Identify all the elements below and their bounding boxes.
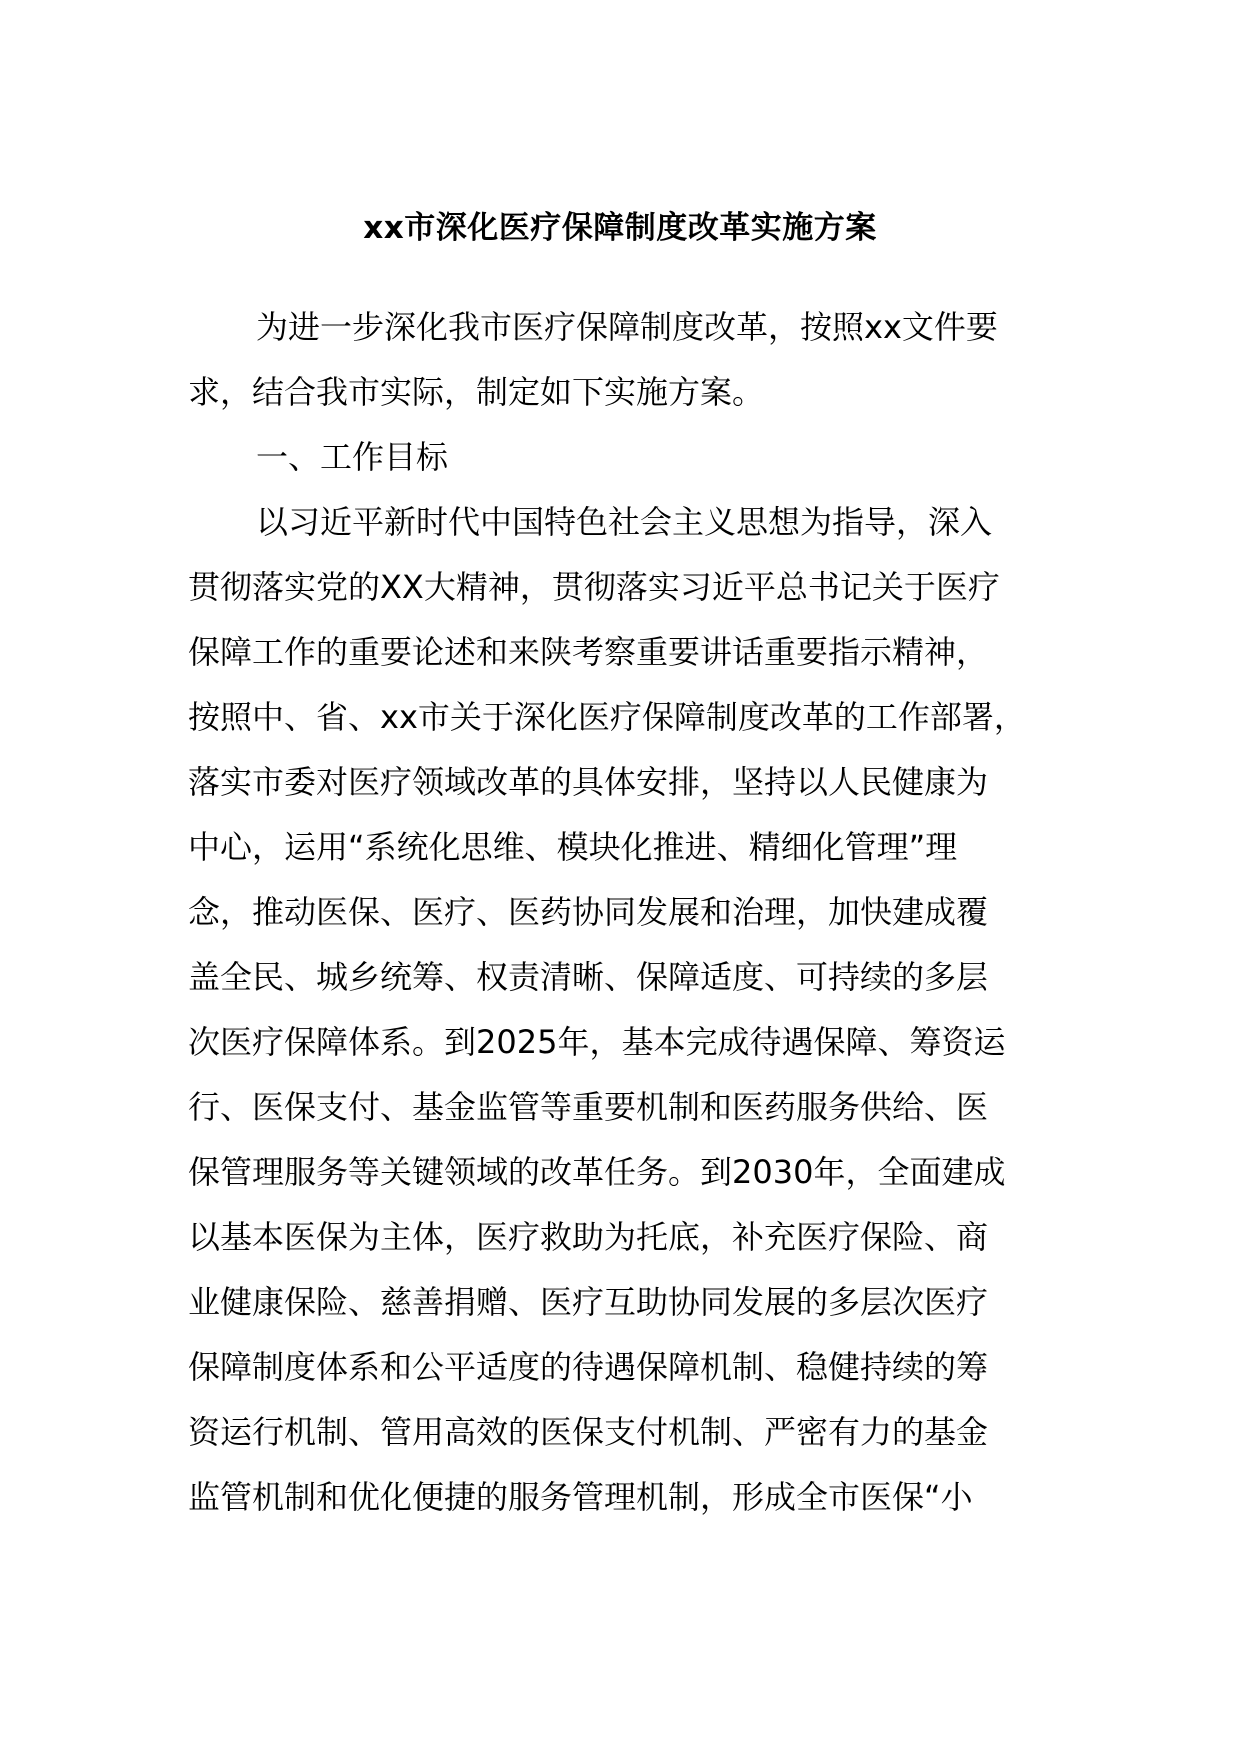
paragraph-goals-line-9: 次医疗保障体系。到2025年，基本完成待遇保障、筹资运 [188, 1023, 1006, 1061]
paragraph-goals-line-14: 保障制度体系和公平适度的待遇保障机制、稳健持续的筹 [188, 1348, 989, 1386]
paragraph-goals-line-4: 按照中、省、xx市关于深化医疗保障制度改革的工作部署， [188, 698, 1026, 736]
paragraph-goals-line-12: 以基本医保为主体，医疗救助为托底，补充医疗保险、商 [188, 1218, 989, 1256]
paragraph-goals-line-15: 资运行机制、管用高效的医保支付机制、严密有力的基金 [188, 1413, 989, 1451]
paragraph-goals-line-5: 落实市委对医疗领域改革的具体安排，坚持以人民健康为 [188, 763, 989, 801]
section-heading-work-goals: 一、工作目标 [256, 438, 449, 476]
paragraph-goals-line-8: 盖全民、城乡统筹、权责清晰、保障适度、可持续的多层 [188, 958, 989, 996]
paragraph-goals-line-13: 业健康保险、慈善捐赠、医疗互助协同发展的多层次医疗 [188, 1283, 989, 1321]
document-body [188, 295, 1068, 1530]
paragraph-intro-line-1: 为进一步深化我市医疗保障制度改革，按照xx文件要 [256, 308, 998, 346]
paragraph-goals-line-7: 念，推动医保、医疗、医药协同发展和治理，加快建成覆 [188, 893, 989, 931]
document-title: xx市深化医疗保障制度改革实施方案 [363, 210, 877, 246]
paragraph-goals-line-3: 保障工作的重要论述和来陕考察重要讲话重要指示精神， [188, 633, 989, 671]
paragraph-goals-line-10: 行、医保支付、基金监管等重要机制和医药服务供给、医 [188, 1088, 989, 1126]
paragraph-intro-line-2: 求，结合我市实际，制定如下实施方案。 [188, 373, 765, 411]
paragraph-goals-line-11: 保管理服务等关键领域的改革任务。到2030年，全面建成 [188, 1153, 1006, 1191]
paragraph-goals-line-1: 以习近平新时代中国特色社会主义思想为指导，深入 [256, 503, 993, 541]
paragraph-goals-line-16: 监管机制和优化便捷的服务管理机制，形成全市医保“小 [188, 1478, 973, 1516]
paragraph-goals-line-6: 中心，运用“系统化思维、模块化推进、精细化管理”理 [188, 828, 958, 866]
paragraph-goals-line-2: 贯彻落实党的XX大精神，贯彻落实习近平总书记关于医疗 [188, 568, 1000, 606]
